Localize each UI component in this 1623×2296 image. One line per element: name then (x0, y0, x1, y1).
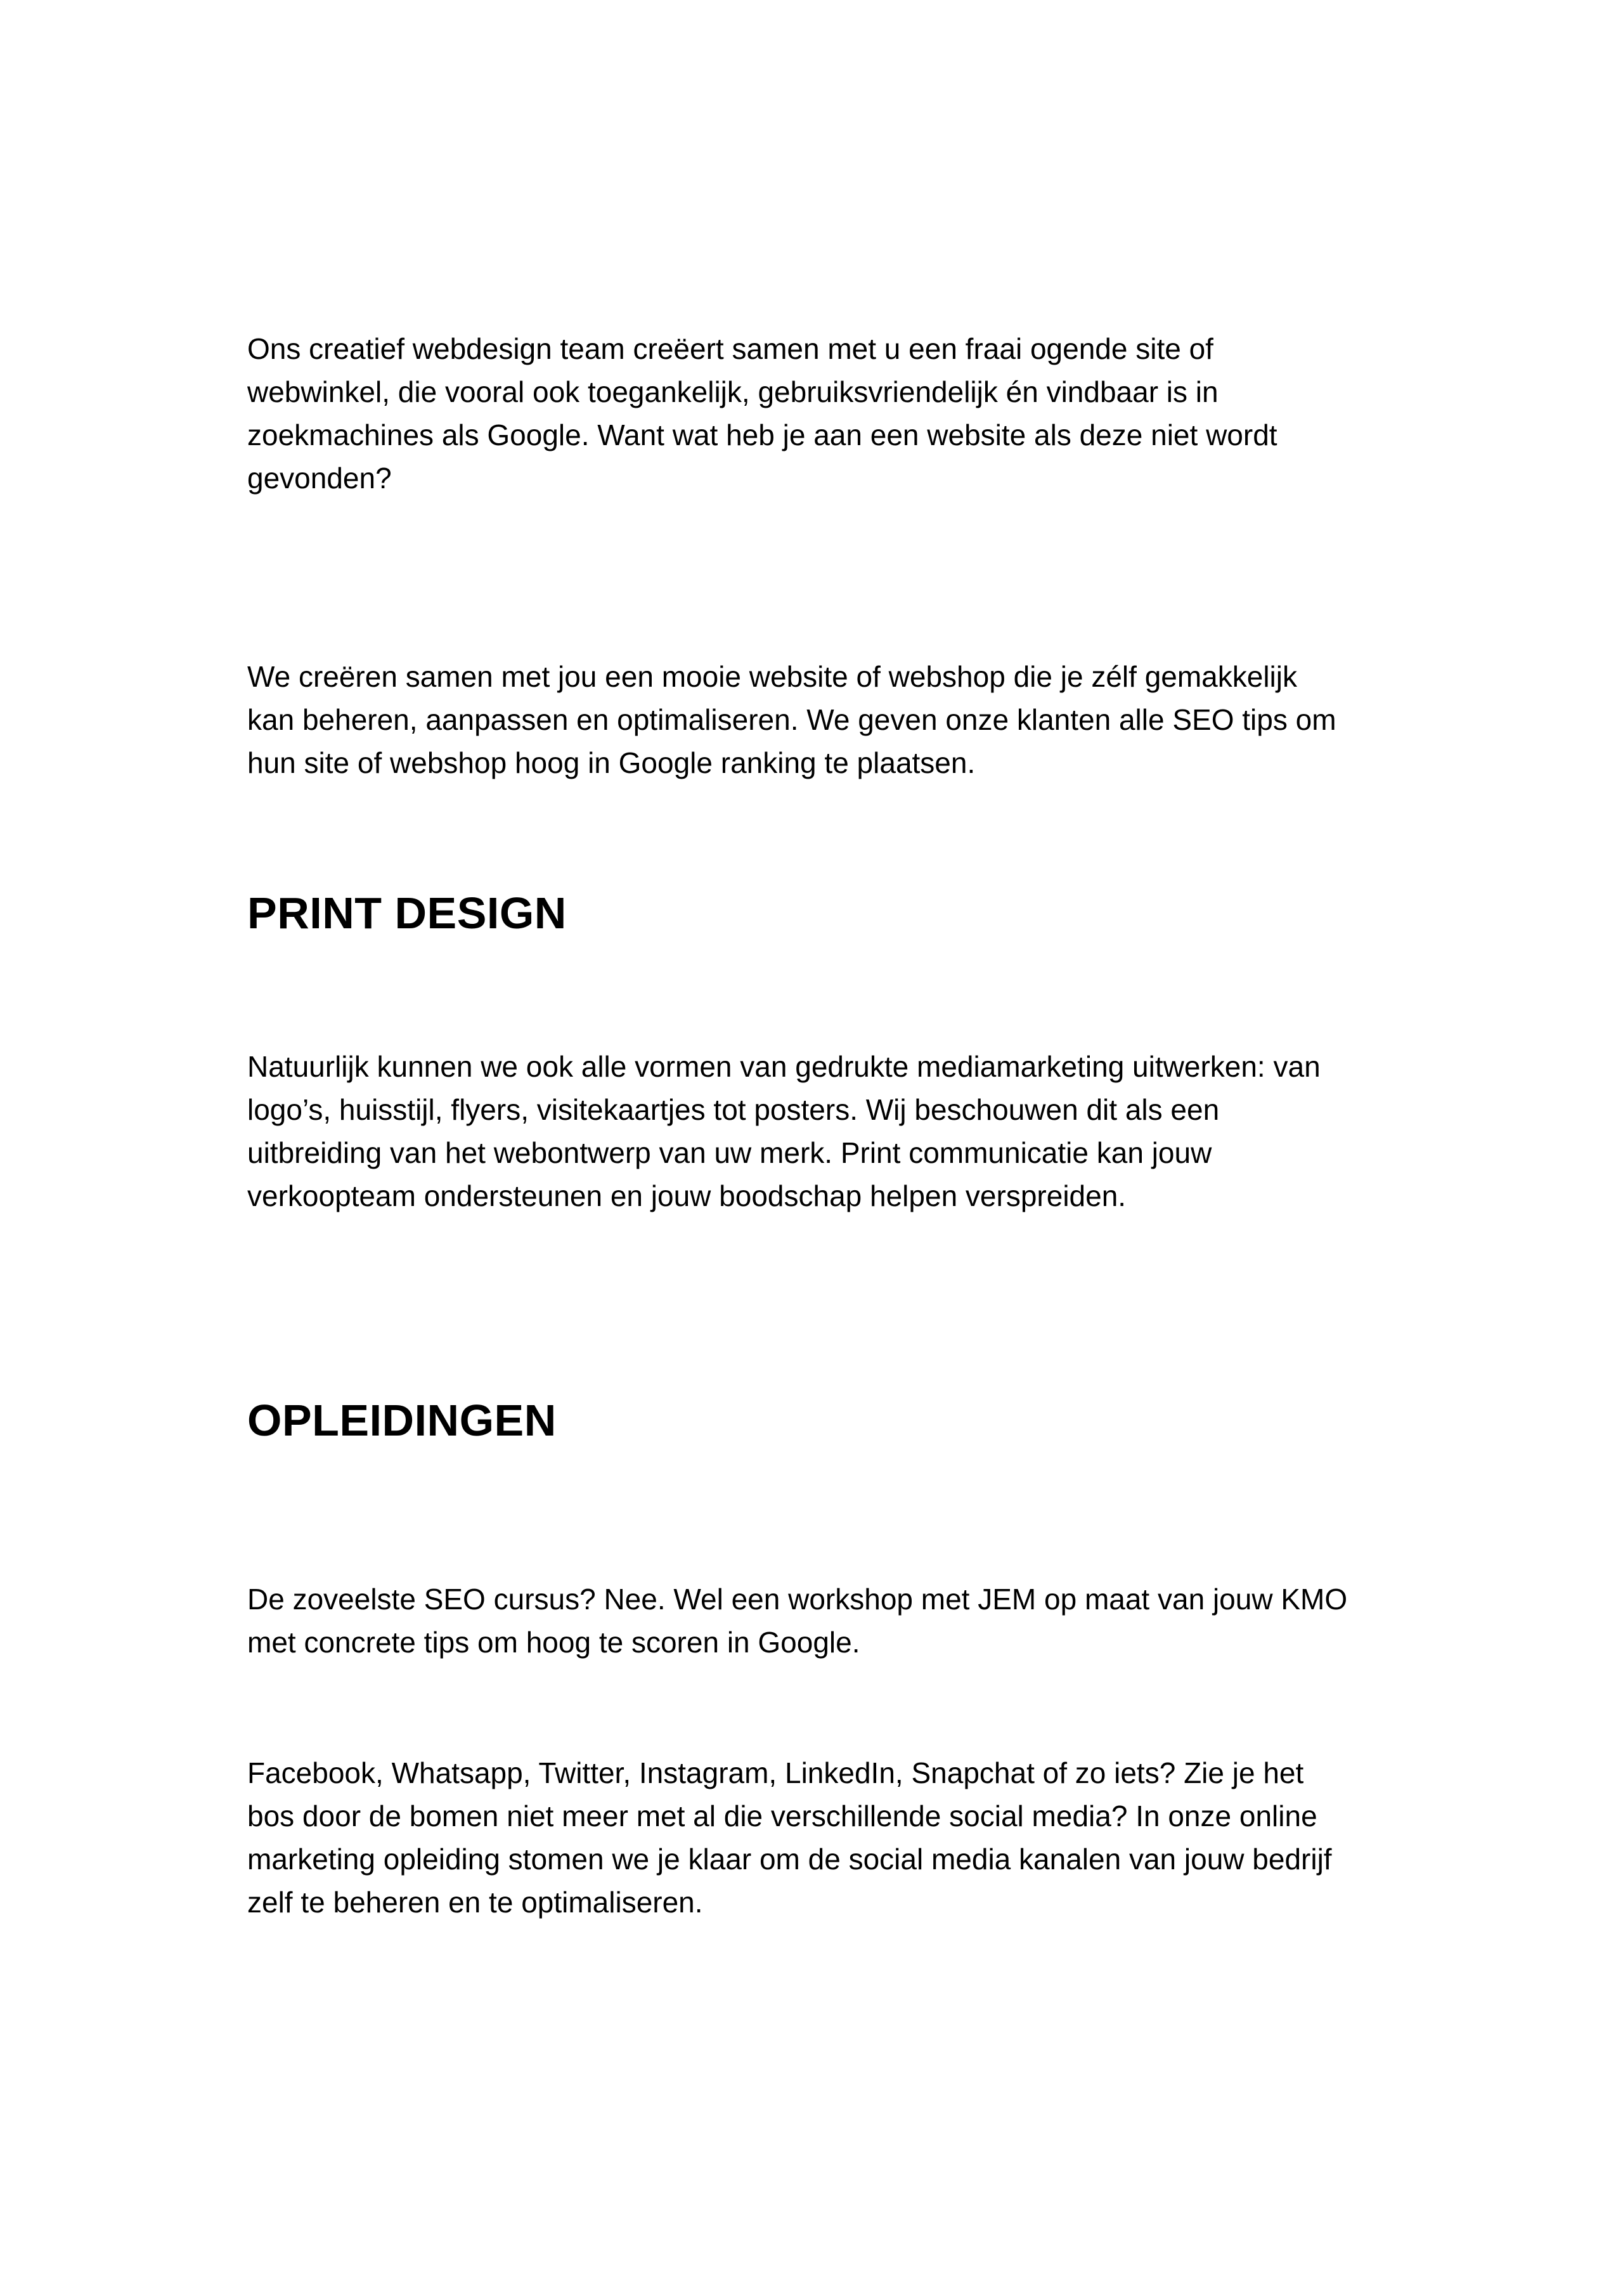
text-line: webwinkel, die vooral ook toegankelijk, gebruiksvriendelijk én vindbaar is in (247, 375, 1219, 408)
text-line: bos door de bomen niet meer met al die verschillende social media? In onze online (247, 1800, 1317, 1832)
paragraph-social-media (247, 1751, 1401, 1924)
text-line: De zoveelste SEO cursus? Nee. Wel een workshop met JEM op maat van jouw KMO (247, 1583, 1348, 1616)
text-line: gevonden? (247, 462, 392, 495)
text-line: marketing opleiding stomen we je klaar om de social media kanalen van jouw bedrijf (247, 1843, 1332, 1876)
text-line: Ons creatief webdesign team creëert samen met u een fraai ogende site of (247, 332, 1213, 365)
text-line: zelf te beheren en te optimaliseren. (247, 1886, 703, 1919)
text-line: Natuurlijk kunnen we ook alle vormen van gedrukte mediamarketing uitwerken: van (247, 1050, 1321, 1083)
text-line: met concrete tips om hoog te scoren in Google. (247, 1626, 860, 1659)
text-line: We creëren samen met jou een mooie website of webshop die je zélf gemakkelijk (247, 660, 1297, 693)
heading-opleidingen: OPLEIDINGEN (247, 1396, 557, 1445)
text-line: kan beheren, aanpassen en optimaliseren. We geven onze klanten alle SEO tips om (247, 703, 1336, 736)
text-line: zoekmachines als Google. Want wat heb je aan een website als deze niet wordt (247, 418, 1277, 451)
paragraph-webdesign-intro (247, 327, 1401, 500)
text-line: uitbreiding van het webontwerp van uw merk. Print communicatie kan jouw (247, 1136, 1212, 1169)
paragraph-seo-cursus (247, 1578, 1401, 1664)
text-line: hun site of webshop hoog in Google ranking te plaatsen. (247, 746, 976, 779)
paragraph-print-design (247, 1045, 1401, 1217)
heading-print-design: PRINT DESIGN (247, 888, 567, 938)
text-line: verkoopteam ondersteunen en jouw boodschap helpen verspreiden. (247, 1179, 1127, 1212)
text-line: Facebook, Whatsapp, Twitter, Instagram, LinkedIn, Snapchat of zo iets? Zie je het (247, 1756, 1304, 1789)
text-line: logo’s, huisstijl, flyers, visitekaartjes tot posters. Wij beschouwen dit als een (247, 1093, 1220, 1126)
paragraph-webshop (247, 655, 1401, 784)
